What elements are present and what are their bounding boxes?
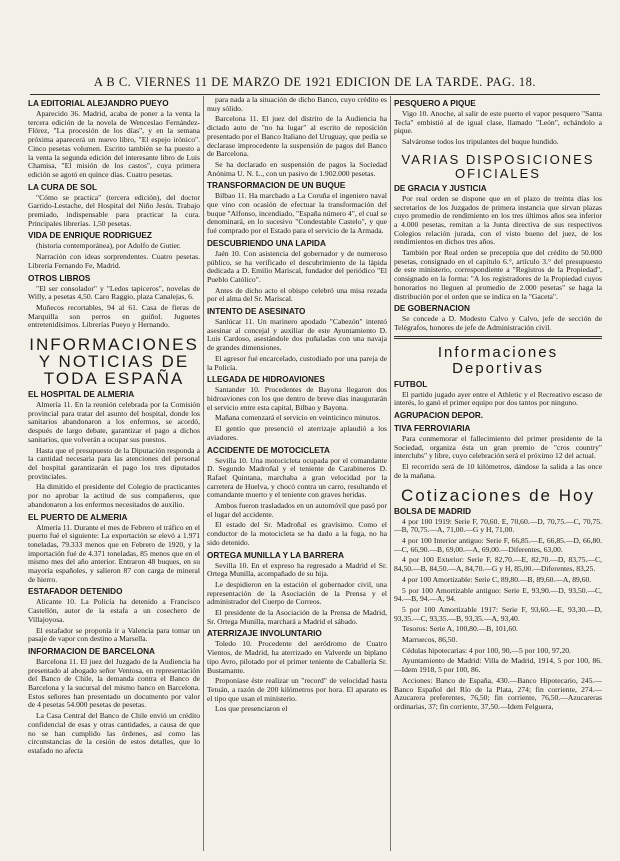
- article-text: (historia contemporánea), por Adolfo de Gutier.: [36, 241, 181, 251]
- article-heading: DE GRACIA Y JUSTICIA: [394, 183, 487, 193]
- section-banner: Cotizaciones de Hoy: [401, 485, 595, 505]
- article-heading: OTROS LIBROS: [28, 273, 91, 283]
- page-masthead: A B C. VIERNES 11 DE MARZO DE 1921 EDICION DE LA TARDE. PAG. 18.: [93, 75, 537, 89]
- article-text: Alicante 10. La Policía ha detenido a Francisco Castellón, autor de la estafa a un cosechero de Villajoyosa.: [28, 597, 200, 624]
- article-heading: DESCUBRIENDO UNA LAPIDA: [207, 238, 326, 248]
- article-text: El estafador se proponía ir a Valencia para tomar un pasaje de vapor con destino a Marsella.: [28, 625, 200, 644]
- article-heading: PESQUERO A PIQUE: [394, 99, 476, 108]
- article-text: Ha dimitido el presidente del Colegio de practicantes por no aprobar la actitud de sus compañeros, que abandonaron a los enfermos necesitados de auxilio.: [28, 482, 200, 509]
- article-text: Vigo 10. Anoche, al salir de este puerto el vapor pesquero "Santa Tecla" embistió al de igual clase, llamado "León", echándolo a pique.: [394, 109, 602, 136]
- article-text: Marruecos, 86,50.: [402, 635, 458, 645]
- article-text: "El ser consolador" y "Ledos tapiceros", novelas de Willy, a pesetas 4,50. Caro Raggio, plaza Canalejas, 6.: [28, 283, 200, 302]
- article-text: Bilbao 11. Ha marchado a La Coruña el ingeniero naval que vino con ocasión de efectuar la transformación del buque "Alfonso, incendiado, "España número 4", el cual se denominará, en lo sucesivo "Condestable Castelo", y que fué comprado por el Estado para el servicio de la Armada.: [207, 191, 387, 236]
- article-heading: TIVA FERROVIARIA: [394, 424, 471, 434]
- article-text: Proponíase éste realizar un "record" de velocidad hasta Tetuán, a razón de 200 kilómetros por hora. El aparato es el tipo que usan el ministerio.: [207, 676, 387, 703]
- article-text: El gentío que presenció el aterrizaje aplaudió a los aviadores.: [207, 424, 387, 442]
- article-heading: FUTBOL: [394, 379, 428, 389]
- article-text: 5 por 100 Amortizable antiguo: Serie E, 93,90.—D, 93,50.—C, 94.—B, 94.—A, 94.: [394, 585, 602, 604]
- masthead-rule: [30, 94, 600, 95]
- article-heading: INTENTO DE ASESINATO: [207, 307, 306, 317]
- article-heading: LA EDITORIAL ALEJANDRO PUEYO: [28, 99, 169, 108]
- article-heading: EL HOSPITAL DE ALMERIA: [28, 390, 135, 400]
- article-text: 4 por 100 1919: Serie F, 70,60. E, 70,60.—D, 70,75.—C, 70,75.—B, 70,75.—A, 71,00.—G y H, 71,00.: [394, 516, 602, 535]
- column-divider: [390, 96, 391, 851]
- article-text: El presidente de la Asociación de la Prensa de Madrid, Sr. Ortega Munilla, marchará a Madrid el sábado.: [207, 608, 387, 626]
- article-text: Almería 11. Durante el mes de Febrero el tráfico en el puerto fué el siguiente: La exportación se elevó a 1.971 toneladas, 79.333 menos que en Febrero de 1920, y la importación fué de 4.371 toneladas, 85 menos que en el mismo mes del año anterior. Entraron 48 buques, en su mayoría españoles, y salieron 87 con carga de mineral de hierro.: [28, 522, 200, 584]
- article-text: "Cómo se practica" (tercera edición), del doctor Garrido-Lestache, del Hospital del Niño Jesús. Trabajo premiado, indispensable para practicar la cura. Principales librerías. 1,50 pesetas.: [28, 192, 200, 228]
- article-heading: VIDA DE ENRIQUE RODRIGUEZ: [28, 231, 152, 241]
- article-heading: ESTAFADOR DETENIDO: [28, 587, 123, 597]
- article-text: Narración con ideas sorprendentes. Cuatro pesetas. Librería Fernando Fe, Madrid.: [28, 252, 200, 270]
- article-text: Se ha declarado en suspensión de pagos la Sociedad Anónima U. N. L., con un pasivo de 1.902.000 pesetas.: [207, 159, 387, 178]
- article-text: Muñecos recortables, 94 al 61. Casa de fieras de Marquilla son perros en guiñol. Juguetes entretenidísimos. Librerías Pueyo y Hernando.: [28, 302, 200, 330]
- article-text: Se concede a D. Modesto Calvo y Calvo, jefe de sección de Telégrafos, honores de jefe de Administración civil.: [394, 314, 602, 332]
- article-heading: DE GOBERNACION: [394, 304, 470, 314]
- article-heading: BOLSA DE MADRID: [394, 506, 472, 516]
- article-text: Barcelona 11. El juez del Juzgado de la Audiencia ha presentado al abogado señor Ventosa, en representación del Banco de Chile, la demanda contra el Banco de Barcelona y la sucursal del mismo banco en Barcelona. Estos señores han presentado un documento por valor de 4 pesetas 54.000 pesetas de pesetas.: [28, 656, 200, 710]
- article-text: 4 por 100 Interior antiguo: Serie F, 66,85.—E, 66,85.—D, 66,80.—C, 66,90.—B, 69,00.—A, 69,00.—Diferentes, 63,00.: [394, 535, 602, 554]
- article-text: Almería 11. En la reunión celebrada por la Comisión provincial para tratar del asunto del hospital, donde los sanitarios abandonaron a los enfermos, se acordó, después de largo debate, garantizar el pago a dichos sanitarios, que volverán a ocupar sus puestos.: [28, 400, 200, 444]
- article-text: Acciones: Banco de España, 430.—Banco Hipotecario, 245.—Banco Español del Río de la Plata, 274; fin corriente, 274.—Azucarera preferentes, 76,50; fin corriente, 76,50.—Azucareras ordinarias, 37; fin corriente, 37,50.—Idem Felguera,: [394, 675, 602, 711]
- article-text: El estado del Sr. Madroñal es gravísimo. Como el conductor de la motocicleta se ha dado a la fuga, no ha sido detenido.: [207, 520, 387, 547]
- column-1: [28, 96, 200, 758]
- article-text: Para conmemorar el fallecimiento del primer presidente de la Sociedad, organiza ésta un gran premio de "cros country" interclubs" y libre, cuyo celebración será el próximo 12 del actual.: [394, 434, 602, 461]
- article-text: para nada a la situación de dicho Banco, cuyo crédito es muy sólido.: [207, 96, 387, 113]
- article-text: Aparecido 36. Madrid, acaba de poner a la venta la tercera edición de la novela de Wenceslao Fernández-Flórez, "La procesión de los días", y en la semana próxima aparecerá un nuevo libro, "El espejo irónico". Cinco pesetas volumen. Escrito también se ha puesto a la venta la segunda edición del interesante libro de Luis Chamisa, "El misión de los castos", cuya primera edición se agotó en quince días. Cuatro pesetas.: [28, 109, 200, 179]
- article-text: El recorrido será de 10 kilómetros, dándose la salida a las once de la mañana.: [394, 462, 602, 480]
- article-text: El agresor fué encarcelado, custodiado por una pareja de la Policía.: [207, 353, 387, 372]
- article-text: Sevilla 10. En el expreso ha regresado a Madrid el Sr. Ortega Munilla, acompañado de su hija.: [207, 560, 387, 579]
- article-heading: EL PUERTO DE ALMERIA: [28, 512, 128, 522]
- article-text: Barcelona 11. El juez del distrito de la Audiencia ha dictado auto de "no ha lugar" al escrito de reposición presentado por el Banco Italiano del Uruguay, que pedía se declarase improcedente la suspensión de pagos del Banco de Barcelona.: [207, 114, 387, 159]
- section-banner: Informaciones Deportivas: [437, 343, 559, 377]
- article-heading: LA CURA DE SOL: [28, 182, 97, 192]
- section-divider: [394, 336, 602, 339]
- article-text: Santander 10. Procedentes de Bayona llegaron dos hidroaviones con los que dentro de breve días inaugurarán el servicio entre esta capital, Bilbao y Bayona.: [207, 385, 387, 412]
- article-text: Tesoros: Serie A, 100,80.—B, 101,60.: [402, 624, 518, 634]
- article-text: Ambos fueron trasladados en un automóvil que pasó por el lugar del accidente.: [207, 501, 387, 519]
- article-text: Sevilla 10. Una motocicleta ocupada por el comandante D. Segundo Madroñal y el teniente de Carabineros D. Rafael Quintana, marchaba a gran velocidad por la carretera de Huelva, y chocó contra un carro, resultando el comandante muerto y el teniente con graves heridas.: [207, 455, 387, 500]
- article-text: 4 por 100 Exterior: Serie F, 82,70.—E, 82,70.—D, 83,75.—C, 84,50.—B, 84,50.—A, 84,70.—G y H, 85,00.—Diferentes, 83,25.: [394, 555, 602, 574]
- article-text: La Casa Central del Banco de Chile envió un crédito confidencial de esas y otras cantidades, a causa de que no se han cumplido las órdenes, así como las circunstancias de la cesión de estos detalles, que lo estafado no afecta: [28, 711, 200, 755]
- article-heading: ORTEGA MUNILLA Y LA BARRERA: [207, 550, 345, 560]
- section-banner: INFORMACIONES Y NOTICIAS DE TODA ESPAÑA: [29, 335, 199, 389]
- section-banner: VARIAS DISPOSICIONES OFICIALES: [401, 151, 595, 181]
- column-3: [394, 96, 602, 714]
- article-text: Ayuntamiento de Madrid: Villa de Madrid, 1914, 5 por 100, 86.—Idem 1918, 5 por 100, 86.: [394, 656, 602, 675]
- article-text: Los que presenciaron el: [215, 704, 288, 714]
- article-heading: LLEGADA DE HIDROAVIONES: [207, 375, 325, 385]
- column-2: [207, 96, 387, 716]
- article-heading: ATERRIZAJE INVOLUNTARIO: [207, 629, 322, 639]
- article-text: El partido jugado ayer entre el Athletic y el Recreativo escaso de interés, lo ganó el primer equipo por dos tantos por ninguno.: [394, 389, 602, 408]
- article-text: 5 por 100 Amortizable 1917: Serie F, 93,60.—E, 93,30.—D, 93,35.—C, 93,35.—B, 93,35.—A, 93,40.: [394, 604, 602, 623]
- article-text: Por real orden se dispone que en el plazo de treinta días los secretarios de los Juzgados de primera instancia que sirvan plazas cuyo promedio de rendimiento en los tres últimos años sea inferior a 4.000 pesetas, remitan a la Junta directiva de sus respectivos Colegios relación jurada, con el visto bueno del juez, de los rendimientos en dichos tres años.: [394, 193, 602, 247]
- article-text: Le despidieron en la estación el gobernador civil, una representación de la Asociación de la Prensa y el administrador del Cuerpo de Correos.: [207, 579, 387, 607]
- article-text: Salváronse todos los tripulantes del buque hundido.: [402, 137, 559, 147]
- article-heading: ACCIDENTE DE MOTOCICLETA: [207, 445, 330, 455]
- article-heading: AGRUPACION DEPOR.: [394, 411, 484, 421]
- article-heading: INFORMACION DE BARCELONA: [28, 646, 155, 656]
- article-heading: TRANSFORMACION DE UN BUQUE: [207, 181, 346, 191]
- article-text: Jaén 10. Con asistencia del gobernador y de numeroso público, se ha verificado el descubrimiento de la lápida dedicada a D. Emilio Mariscal, fundador del periódico "El Pueblo Católico".: [207, 248, 387, 284]
- article-text: Cédulas hipotecarias: 4 por 100, 90,—5 por 100, 97,20.: [402, 645, 571, 655]
- article-text: 4 por 100 Amortizable: Serie C, 89,80.—B, 89,60.—A, 89,60.: [402, 574, 592, 584]
- article-text: Toledo 10. Procedente del aeródromo de Cuatro Vientos, de Madrid, ha aterrizado en Valverde un biplano tipo Avro, pilotado por el primer teniente de Caballería Sr. Bustamante.: [207, 639, 387, 675]
- article-text: Hasta que el presupuesto de la Diputación responda a la cantidad necesaria para las atenciones del personal del hospital garantizarán el pago los tres diputados provinciales.: [28, 445, 200, 481]
- article-text: Antes de dicho acto el obispo celebró una misa rezada por el alma del Sr. Mariscal.: [207, 285, 387, 304]
- article-text: Mañana comenzará el servicio en veinticinco minutos.: [215, 413, 381, 423]
- column-divider: [203, 96, 204, 851]
- article-text: También por Real orden se preceptúa que del crédito de 50.000 pesetas, consignado en el capítulo 6.°, artículo 3.° del presupuesto de este ministerio, correspondiente a "Registros de la Propiedad", consignado en la forma: "A los registradores de la Propiedad cuyos honorarios no lleguen al promedio de 2.000 pesetas" se haga la distribución por el orden que se indica en la "Gaceta".: [394, 248, 602, 301]
- article-text: Sanlúcar 11. Un marinero apodado "Cabezón" intentó asesinar al concejal y auxiliar de este Ayuntamiento D. Luis Cardoso, asestándole dos puñaladas con una navaja de grandes dimensiones.: [207, 317, 387, 353]
